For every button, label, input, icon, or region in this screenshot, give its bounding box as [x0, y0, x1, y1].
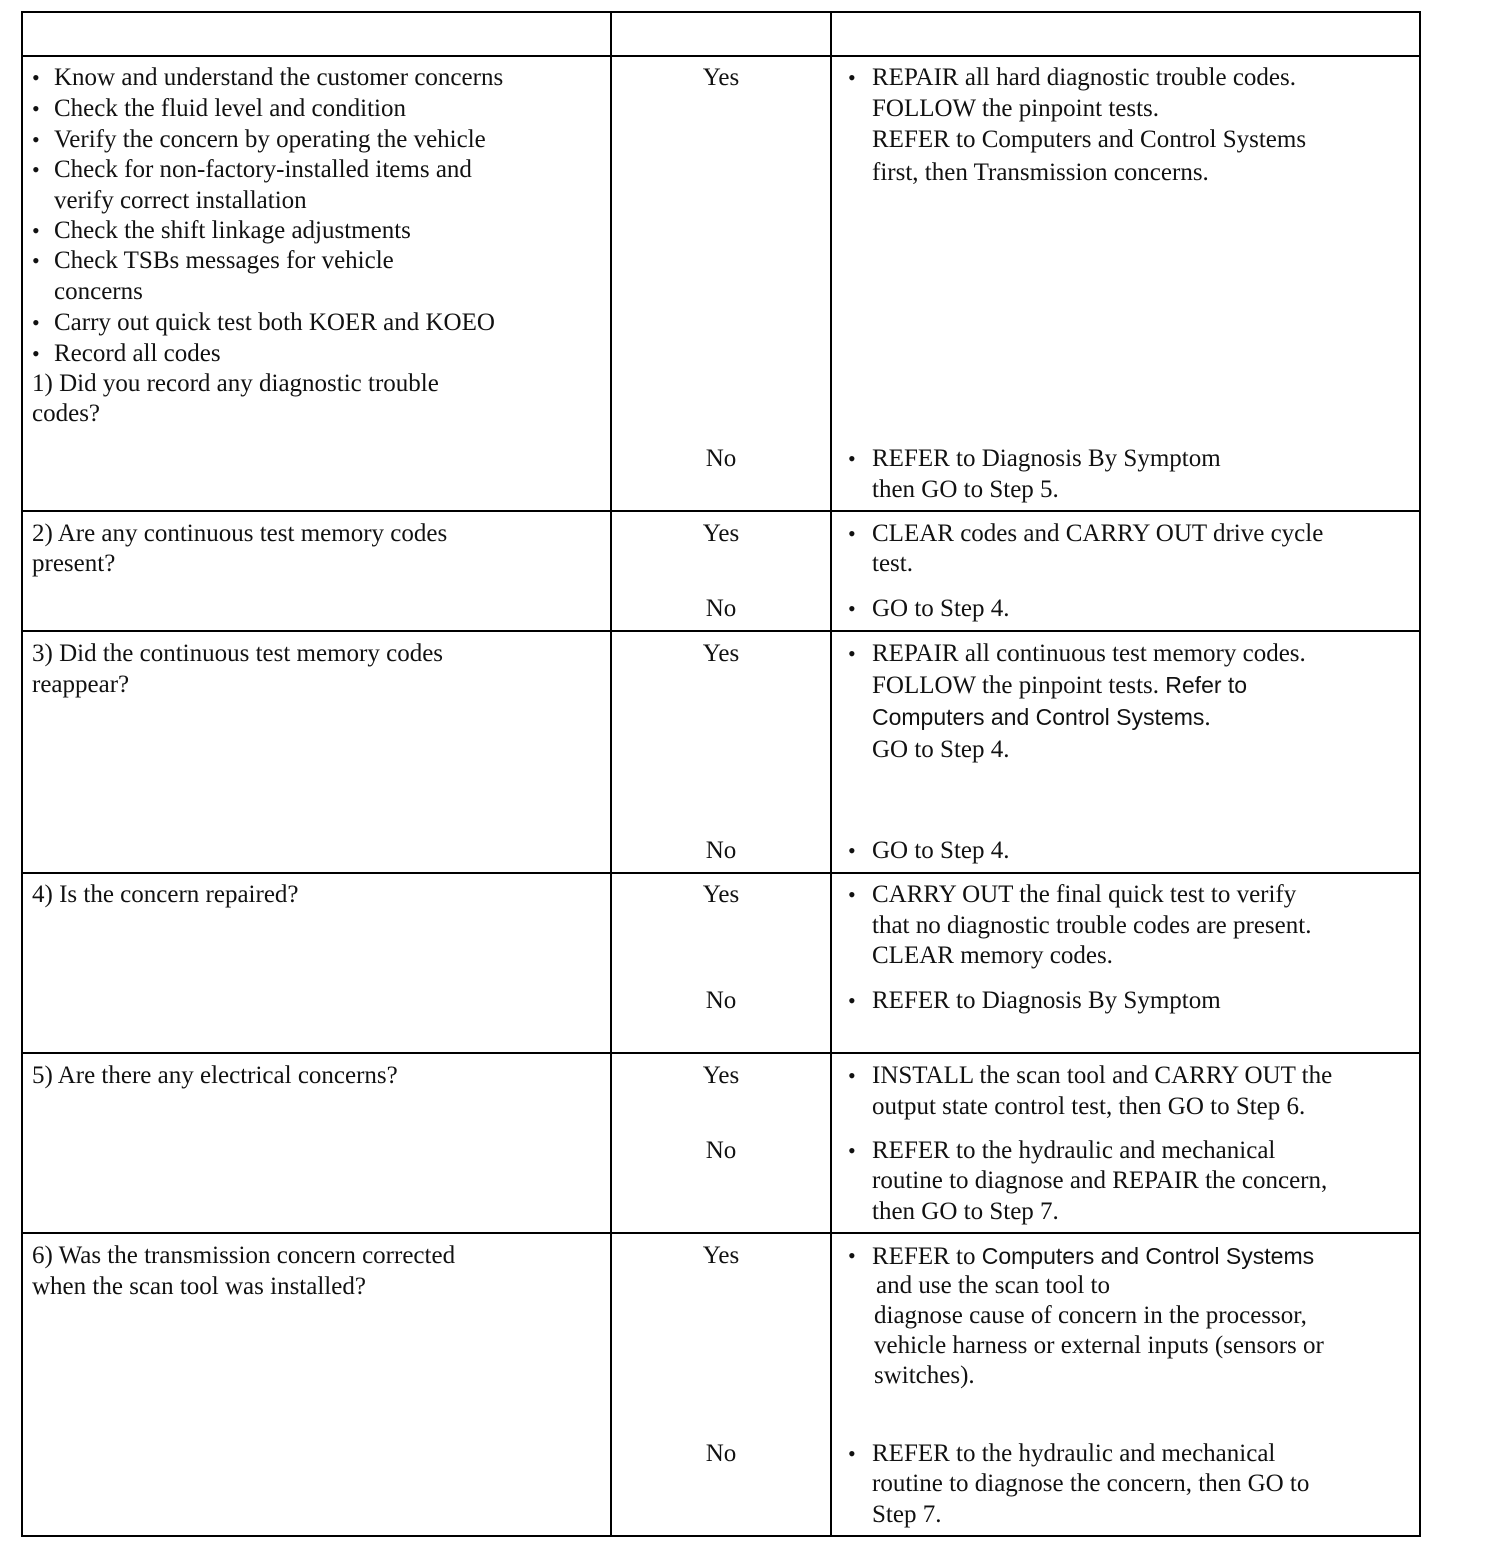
bullet: • — [848, 641, 856, 666]
answer-no: No — [705, 1137, 737, 1164]
bullet: • — [848, 1441, 856, 1466]
answer-yes: Yes — [702, 1242, 740, 1269]
table-border-left — [21, 11, 23, 1537]
answer-yes: Yes — [702, 1062, 740, 1089]
step-question: 3) Did the continuous test memory codes — [32, 640, 444, 667]
action-text: GO to Step 4. — [872, 736, 1010, 763]
answer-no: No — [705, 445, 737, 472]
table-border-bottom — [21, 1535, 1421, 1537]
bullet: • — [848, 596, 856, 621]
action-text-serif: FOLLOW the pinpoint tests. — [872, 672, 1160, 699]
bullet: • — [848, 446, 856, 471]
action-text: CLEAR memory codes. — [872, 942, 1113, 969]
action-text: then GO to Step 7. — [872, 1198, 1059, 1225]
step-question: 4) Is the concern repaired? — [32, 881, 299, 908]
bullet: • — [848, 1063, 856, 1088]
action-text: then GO to Step 5. — [872, 476, 1059, 503]
column-divider-1 — [610, 11, 612, 1537]
action-text-sans: Computers and Control Systems — [872, 704, 1205, 730]
action-text: first, then Transmission concerns. — [872, 159, 1209, 186]
bullet: • — [32, 127, 40, 152]
bullet: • — [32, 341, 40, 366]
bullet: • — [848, 838, 856, 863]
bullet: • — [848, 988, 856, 1013]
check-item-continued: concerns — [54, 278, 143, 305]
bullet: • — [848, 1243, 856, 1268]
answer-yes: Yes — [702, 520, 740, 547]
bullet: • — [32, 96, 40, 121]
step-question-continued: reappear? — [32, 671, 130, 698]
check-item: Verify the concern by operating the vehicle — [54, 126, 486, 153]
action-text: FOLLOW the pinpoint tests. — [872, 95, 1160, 122]
check-item: Know and understand the customer concerns — [54, 64, 504, 91]
step-question: 1) Did you record any diagnostic trouble — [32, 370, 439, 397]
column-divider-2 — [830, 11, 832, 1537]
bullet: • — [848, 521, 856, 546]
step-question-continued: when the scan tool was installed? — [32, 1273, 366, 1300]
row-divider-2 — [21, 630, 1421, 632]
bullet: • — [848, 1138, 856, 1163]
action-text: REPAIR all continuous test memory codes. — [872, 640, 1306, 667]
step-question-continued: codes? — [32, 400, 101, 427]
check-item: Record all codes — [54, 340, 221, 367]
action-text: REFER to the hydraulic and mechanical — [872, 1440, 1276, 1467]
check-item: Check for non-factory-installed items and — [54, 156, 472, 183]
answer-yes: Yes — [702, 64, 740, 91]
answer-no: No — [705, 1440, 737, 1467]
action-text: CLEAR codes and CARRY OUT drive cycle — [872, 520, 1324, 547]
action-text: Step 7. — [872, 1501, 942, 1528]
bullet: • — [32, 65, 40, 90]
step-question: 2) Are any continuous test memory codes — [32, 520, 448, 547]
answer-no: No — [705, 837, 737, 864]
answer-no: No — [705, 987, 737, 1014]
action-text: REPAIR all hard diagnostic trouble codes. — [872, 64, 1297, 91]
action-text: switches). — [874, 1362, 975, 1389]
bullet: • — [32, 157, 40, 182]
action-text: REFER to the hydraulic and mechanical — [872, 1137, 1276, 1164]
check-item-continued: verify correct installation — [54, 187, 307, 214]
check-item: Carry out quick test both KOER and KOEO — [54, 309, 495, 336]
action-text: REFER to Diagnosis By Symptom — [872, 987, 1221, 1014]
action-text — [872, 702, 1211, 734]
bullet: • — [32, 218, 40, 243]
action-text-serif: . — [1204, 704, 1211, 731]
answer-yes: Yes — [702, 640, 740, 667]
step-question-continued: present? — [32, 550, 116, 577]
action-text: routine to diagnose the concern, then GO to — [872, 1470, 1310, 1497]
action-text-sans: Computers and Control Systems — [981, 1243, 1315, 1269]
step-question: 6) Was the transmission concern corrected — [32, 1242, 456, 1269]
action-text — [872, 1241, 1314, 1273]
step-question: 5) Are there any electrical concerns? — [32, 1062, 398, 1089]
check-item: Check the fluid level and condition — [54, 95, 406, 122]
row-divider-1 — [21, 510, 1421, 512]
action-text: REFER to Computers and Control Systems — [872, 126, 1307, 153]
action-text: test. — [872, 550, 913, 577]
action-text: REFER to Diagnosis By Symptom — [872, 445, 1221, 472]
action-text: vehicle harness or external inputs (sensors or — [874, 1332, 1324, 1359]
bullet: • — [32, 310, 40, 335]
table-border-right — [1419, 11, 1421, 1537]
bullet: • — [848, 882, 856, 907]
action-text-serif: REFER to — [872, 1243, 976, 1270]
check-item: Check TSBs messages for vehicle — [54, 247, 394, 274]
bullet: • — [848, 65, 856, 90]
table-border-top — [21, 11, 1421, 13]
bullet: • — [32, 248, 40, 273]
action-text: and use the scan tool to — [876, 1272, 1110, 1299]
answer-no: No — [705, 595, 737, 622]
action-text: GO to Step 4. — [872, 837, 1010, 864]
header-divider — [21, 55, 1421, 57]
action-text: that no diagnostic trouble codes are present. — [872, 912, 1312, 939]
answer-yes: Yes — [702, 881, 740, 908]
action-text: CARRY OUT the final quick test to verify — [872, 881, 1297, 908]
row-divider-3 — [21, 872, 1421, 874]
row-divider-5 — [21, 1232, 1421, 1234]
action-text — [872, 670, 1247, 702]
action-text: output state control test, then GO to Step 6. — [872, 1093, 1306, 1120]
action-text: INSTALL the scan tool and CARRY OUT the — [872, 1062, 1333, 1089]
check-item: Check the shift linkage adjustments — [54, 217, 411, 244]
action-text: GO to Step 4. — [872, 595, 1010, 622]
row-divider-4 — [21, 1052, 1421, 1054]
action-text: routine to diagnose and REPAIR the concern, — [872, 1167, 1328, 1194]
action-text: diagnose cause of concern in the processor, — [874, 1302, 1307, 1329]
action-text-sans: Refer to — [1165, 672, 1248, 698]
